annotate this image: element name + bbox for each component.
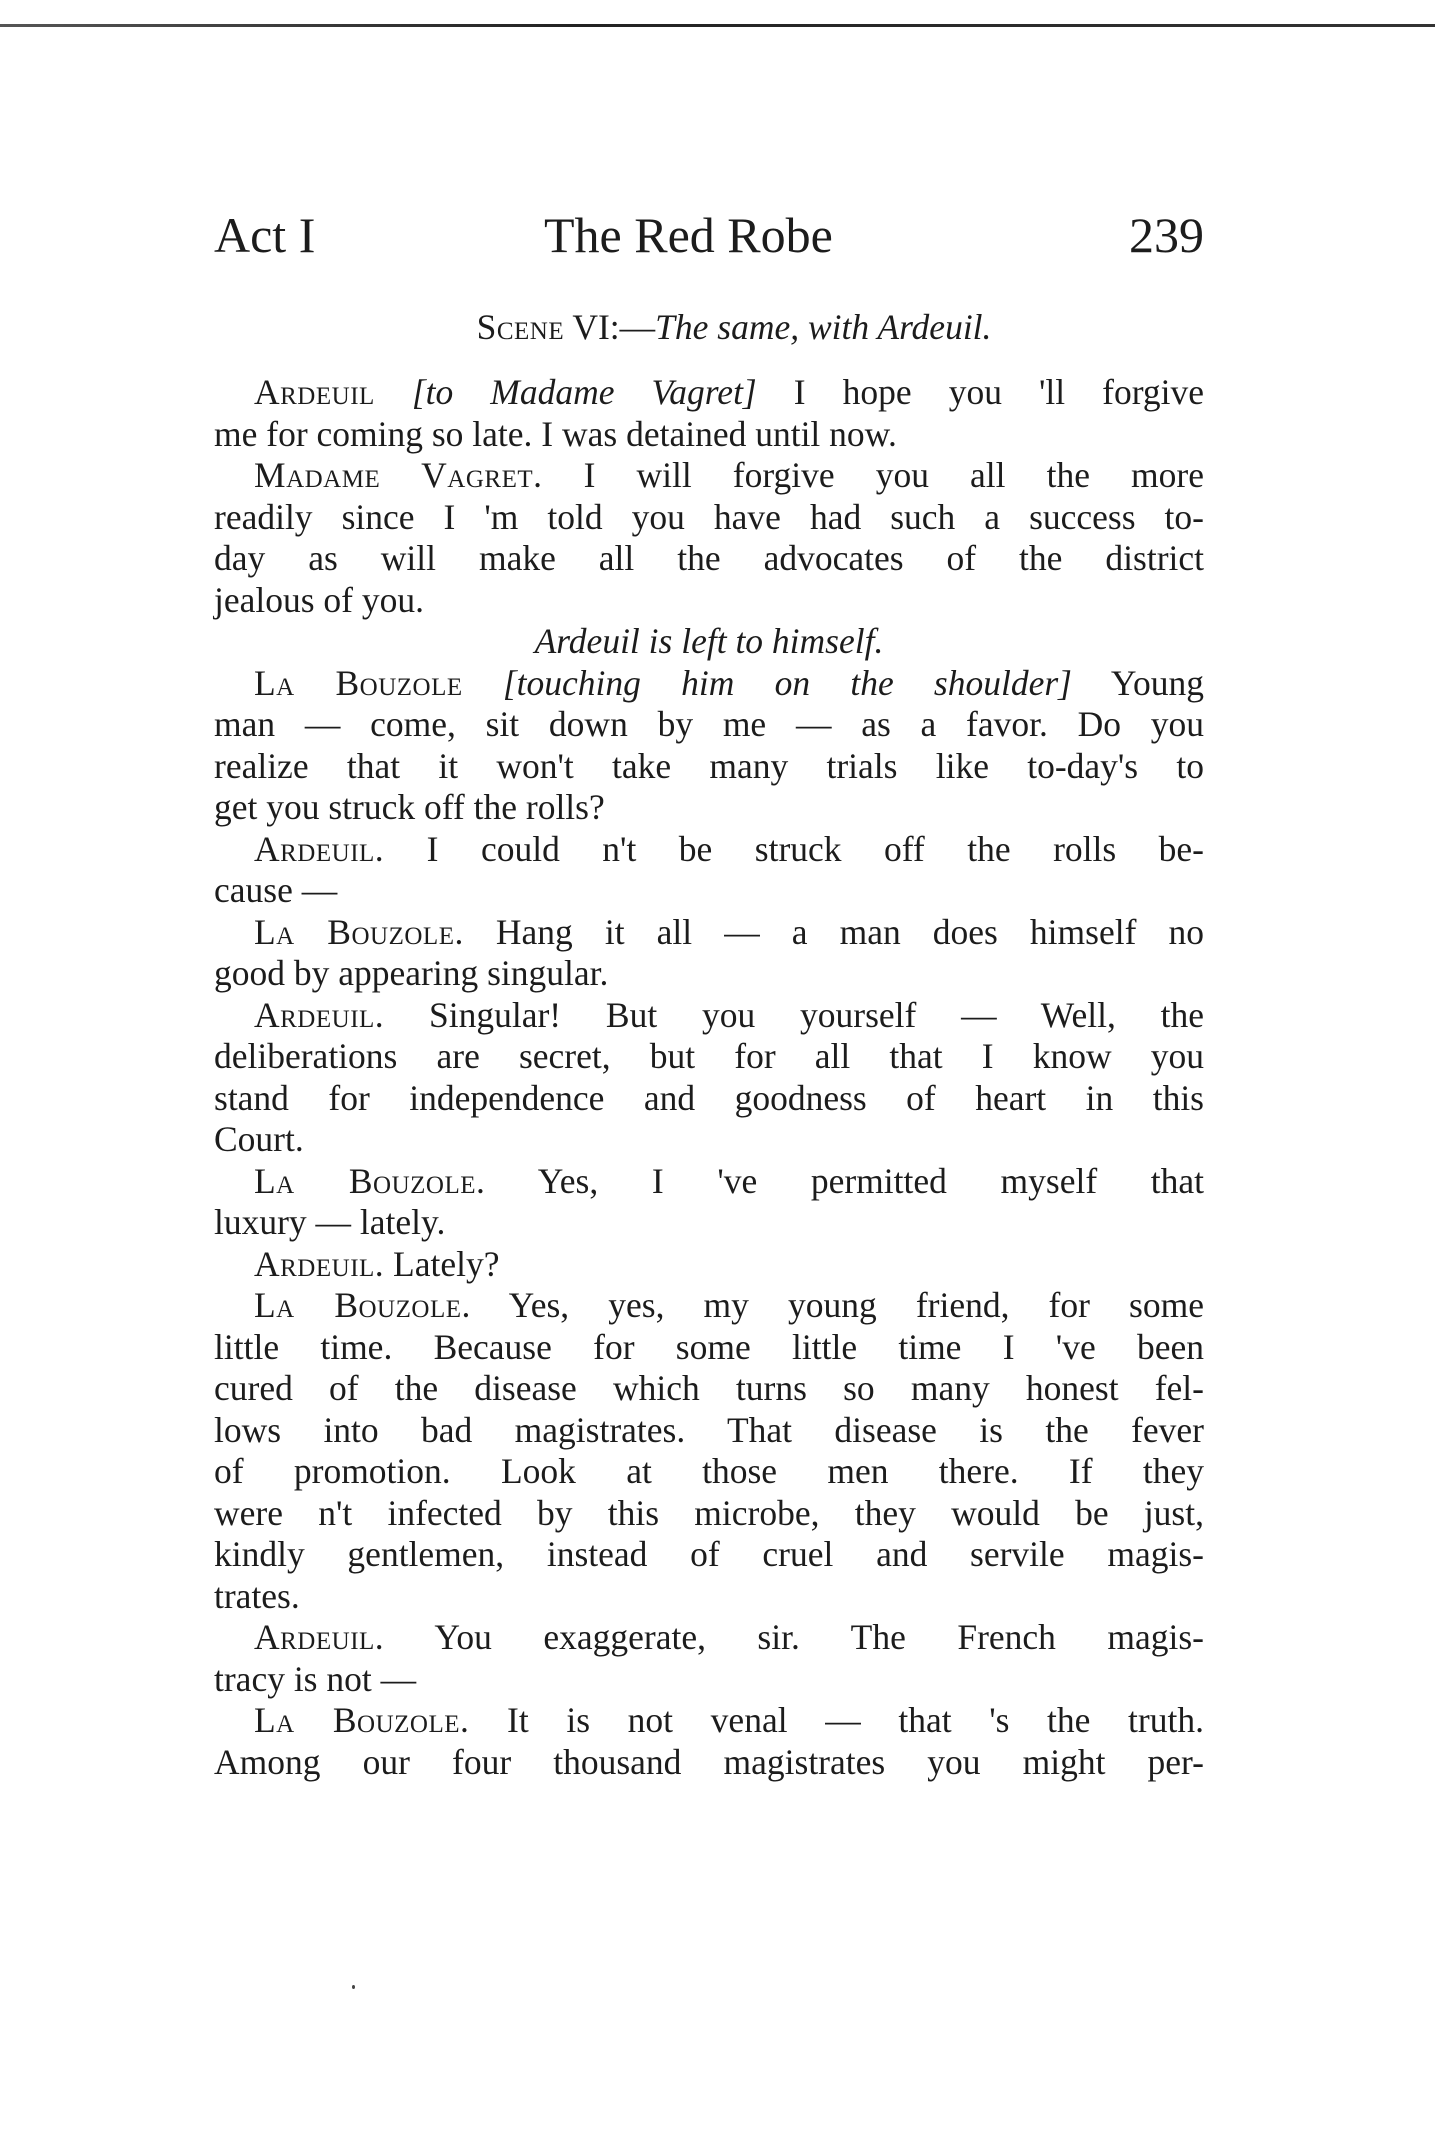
stage-direction: [touching him on the shoulder] <box>502 662 1072 703</box>
dialogue-line: La Bouzole. It is not venal — that 's the truth. <box>254 1700 1204 1740</box>
scan-speck <box>352 1985 355 1989</box>
text-line: were n't infected by this microbe, they would be just, <box>214 1492 1204 1533</box>
stage-direction: [to Madame Vagret] <box>411 372 757 412</box>
dialogue-line: La Bouzole. Hang it all — a man does himself no <box>254 911 1204 952</box>
act-label: Act I <box>214 207 316 263</box>
book-title: The Red Robe <box>544 207 833 263</box>
scene-label: Scene <box>476 307 565 347</box>
top-rule <box>0 24 1435 27</box>
text-line: tracy is not — <box>214 1658 417 1699</box>
text-line: Among our four thousand magistrates you might per- <box>214 1741 1204 1782</box>
dialogue-line: Madame Vagret. I will forgive you all the more <box>254 455 1204 495</box>
page-number: 239 <box>1129 207 1204 263</box>
page-body <box>214 307 1204 1783</box>
scene-heading <box>214 307 1204 372</box>
text-line: cause — <box>214 870 338 910</box>
speaker-name: Ardeuil. <box>254 1617 385 1657</box>
stage-direction: Ardeuil is left to himself. <box>534 621 884 661</box>
text-line: man — come, sit down by me — as a favor. Do you <box>214 704 1204 744</box>
dialogue-line: Ardeuil. Lately? <box>254 1243 500 1284</box>
text-line: trates. <box>214 1575 300 1616</box>
dialogue-line: Ardeuil. You exaggerate, sir. The French magis- <box>254 1617 1204 1657</box>
dialogue-line: Ardeuil. Singular! But you yourself — Well, the <box>254 994 1204 1035</box>
speaker-name: La Bouzole <box>254 662 463 703</box>
dialogue-line: La Bouzole. Yes, I 've permitted myself that <box>254 1160 1204 1201</box>
speaker-name: Ardeuil <box>254 372 375 412</box>
text-line: kindly gentlemen, instead of cruel and servile magis- <box>214 1534 1204 1574</box>
dialogue-line: Ardeuil. I could n't be struck off the rolls be- <box>254 828 1204 869</box>
text-line: little time. Because for some little time I 've been <box>214 1326 1204 1367</box>
speaker-name: La Bouzole. <box>254 1160 486 1201</box>
text-line: of promotion. Look at those men there. If they <box>214 1451 1204 1491</box>
dialogue-line: La Bouzole [touching him on the shoulder] Young <box>254 662 1204 703</box>
text-line: day as will make all the advocates of the district <box>214 538 1204 578</box>
speaker-name: Madame Vagret. <box>254 455 543 495</box>
text-line: cured of the disease which turns so many honest fel- <box>214 1368 1204 1408</box>
running-head <box>214 200 1204 270</box>
text-line: me for coming so late. I was detained until now. <box>214 413 897 454</box>
speaker-name: La Bouzole. <box>254 1285 471 1325</box>
text-line: get you struck off the rolls? <box>214 787 605 827</box>
text-line: realize that it won't take many trials like to-day's to <box>214 745 1204 786</box>
text-line: lows into bad magistrates. That disease is the fever <box>214 1409 1204 1450</box>
text-line: deliberations are secret, but for all that I know you <box>214 1036 1204 1076</box>
speaker-name: Ardeuil. <box>254 994 385 1035</box>
scene-number: VI: <box>572 307 620 347</box>
text-line: luxury — lately. <box>214 1202 446 1242</box>
text-line: readily since I 'm told you have had such a success to- <box>214 496 1204 537</box>
speaker-name: La Bouzole. <box>254 1700 470 1740</box>
dialogue-line: Ardeuil [to Madame Vagret] I hope you 'll forgive <box>254 372 1205 412</box>
text-line: good by appearing singular. <box>214 953 609 993</box>
text-line: Court. <box>214 1119 304 1159</box>
speaker-name: La Bouzole. <box>254 911 464 952</box>
dialogue-line: La Bouzole. Yes, yes, my young friend, for some <box>254 1285 1204 1325</box>
speaker-name: Ardeuil. <box>254 1243 385 1284</box>
scene-description: The same, with Ardeuil. <box>655 307 992 347</box>
text-line: jealous of you. <box>214 579 425 620</box>
scene-dash: — <box>619 307 656 347</box>
text-line: stand for independence and goodness of heart in this <box>214 1077 1204 1118</box>
speaker-name: Ardeuil. <box>254 828 385 869</box>
